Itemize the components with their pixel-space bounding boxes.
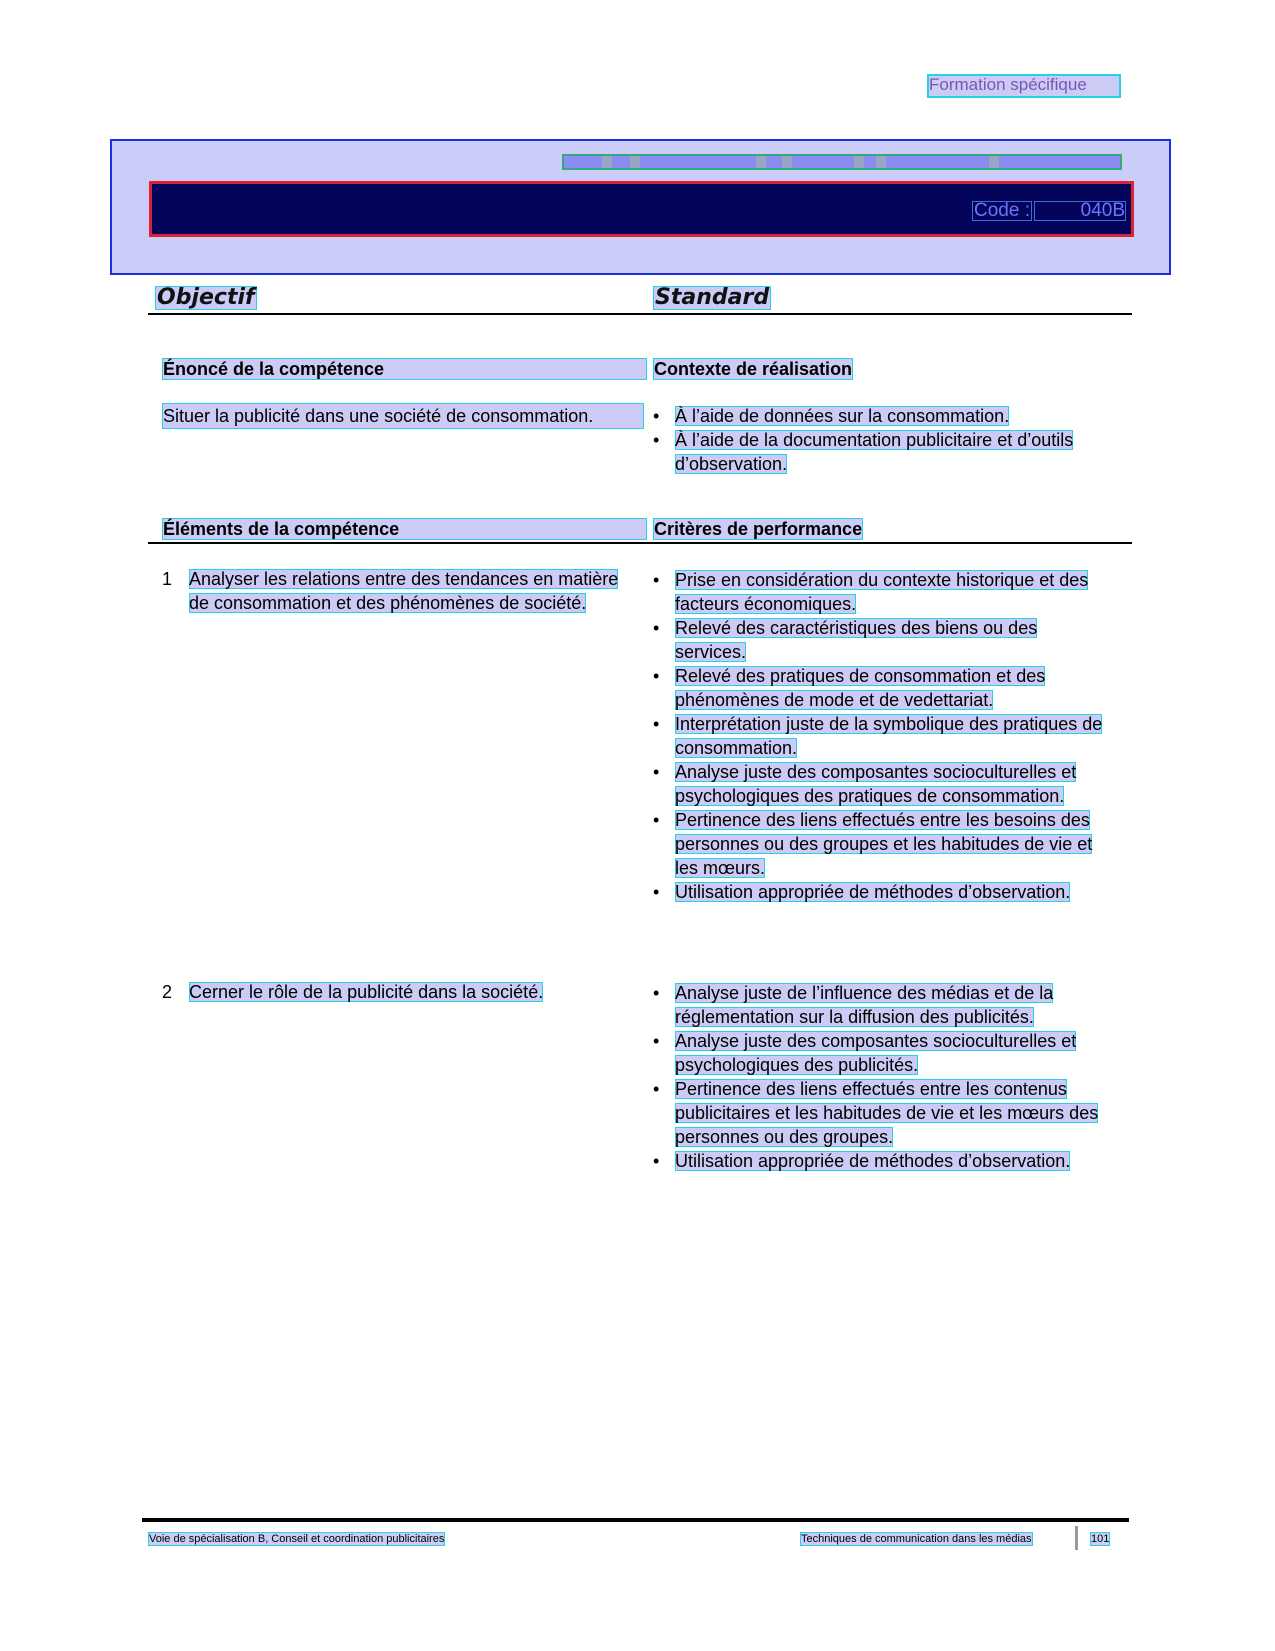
list-item: • Pertinence des liens effectués entre les besoins des personnes ou des groupes et les habitudes de vie et les mœurs.	[653, 808, 1113, 880]
criteria-list-2	[653, 981, 1113, 1173]
elements-heading: Éléments de la compétence	[162, 518, 647, 540]
list-item: • Analyse juste des composantes socioculturelles et psychologiques des pratiques de consommation.	[653, 760, 1113, 808]
footer-course: Techniques de communication dans les médias	[801, 1533, 1032, 1545]
list-item: • Utilisation appropriée de méthodes d’observation.	[653, 880, 1113, 904]
criteria-list-1	[653, 568, 1113, 904]
list-item: • Prise en considération du contexte historique et des facteurs économiques.	[653, 568, 1113, 616]
list-item: • Relevé des caractéristiques des biens ou des services.	[653, 616, 1113, 664]
section-divider	[148, 313, 1132, 315]
footer-rule	[142, 1518, 1129, 1522]
element-2	[162, 980, 622, 1004]
list-item: • Analyse juste de l’influence des médias et de la réglementation sur la diffusion des publicités.	[653, 981, 1113, 1029]
standard-heading: Standard	[655, 285, 770, 310]
element-text: Analyser les relations entre des tendances en matière de consommation et des phénomènes de société.	[189, 569, 619, 613]
element-1	[162, 567, 622, 615]
enonce-heading: Énoncé de la compétence	[162, 358, 647, 380]
list-item: • Analyse juste des composantes socioculturelles et psychologiques des publicités.	[653, 1029, 1113, 1077]
footer-program: Voie de spécialisation B, Conseil et coordination publicitaires	[149, 1533, 445, 1545]
page-number: 101	[1091, 1533, 1110, 1545]
list-item: • Utilisation appropriée de méthodes d’observation.	[653, 1149, 1113, 1173]
contexte-heading: Contexte de réalisation	[654, 359, 853, 379]
code-value: 040B	[1034, 201, 1126, 221]
code-label: Code :	[974, 200, 1030, 221]
table-header-divider	[148, 542, 1132, 544]
element-number: 1	[162, 569, 173, 589]
running-head: Formation spécifique	[927, 74, 1121, 98]
criteres-heading: Critères de performance	[654, 519, 863, 539]
enonce-text: Situer la publicité dans une société de consommation.	[162, 403, 644, 429]
list-item: • Pertinence des liens effectués entre les contenus publicitaires et les habitudes de vie et les mœurs des personnes ou des groupes.	[653, 1077, 1113, 1149]
list-item: • À l’aide de données sur la consommation.	[653, 404, 1113, 428]
element-text: Cerner le rôle de la publicité dans la société.	[189, 982, 544, 1002]
competency-code-bar	[149, 181, 1134, 237]
objectif-heading: Objectif	[157, 285, 255, 310]
list-item: • À l’aide de la documentation publicitaire et d’outils d’observation.	[653, 428, 1113, 476]
list-item: • Interprétation juste de la symbolique des pratiques de consommation.	[653, 712, 1113, 760]
contexte-list	[653, 404, 1113, 476]
footer-separator	[1075, 1526, 1078, 1550]
competency-header-panel	[110, 139, 1171, 275]
list-item: • Relevé des pratiques de consommation et des phénomènes de mode et de vedettariat.	[653, 664, 1113, 712]
competency-title-strip	[562, 154, 1122, 170]
element-number: 2	[162, 982, 173, 1002]
